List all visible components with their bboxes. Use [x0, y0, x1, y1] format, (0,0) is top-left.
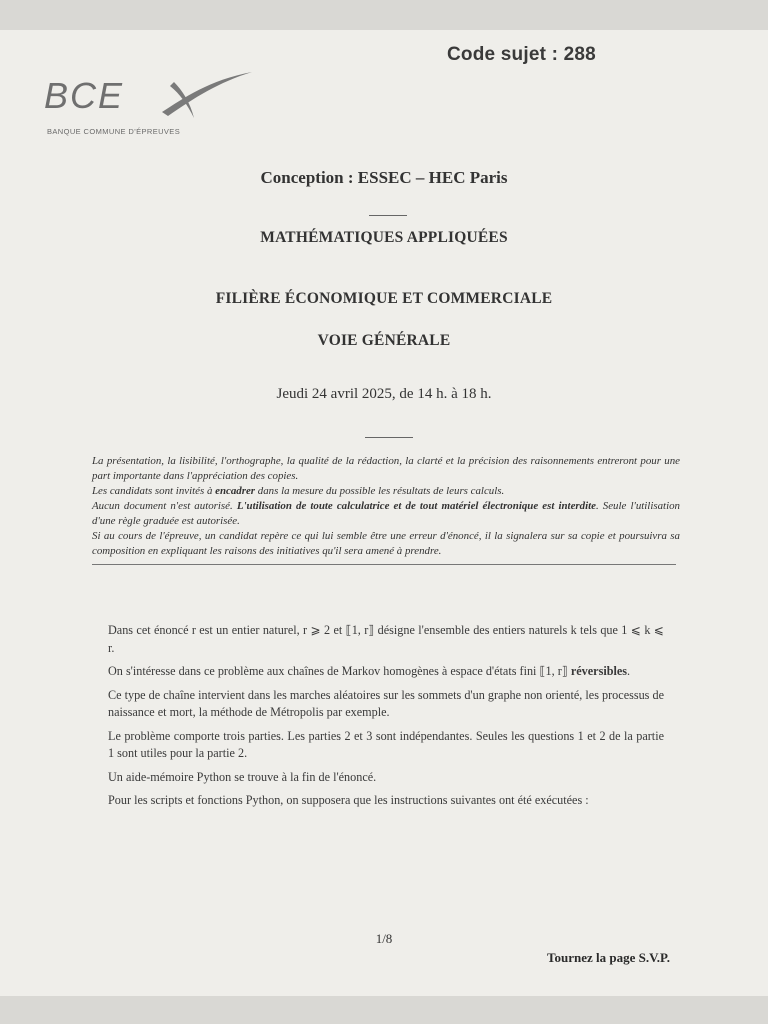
turn-page-note: Tournez la page S.V.P. [547, 950, 671, 965]
body-paragraph: Le problème comporte trois parties. Les parties 2 et 3 sont indépendantes. Seules les questions 1 et 2 de la partie 1 sont utiles pour la partie 2. [108, 728, 664, 760]
body-paragraph: Pour les scripts et fonctions Python, on supposera que les instructions suivantes ont été exécutées : [108, 793, 589, 807]
body-paragraph: On s'intéresse dans ce problème aux chaînes de Markov homogènes à espace d'états fini ⟦1, r⟧ réversibles. [108, 664, 631, 678]
exam-sheet [0, 30, 768, 996]
divider [369, 215, 407, 216]
instructions-block [92, 454, 680, 559]
body-paragraph: Dans cet énoncé r est un entier naturel, r ⩾ 2 et ⟦1, r⟧ désigne l'ensemble des entiers naturels k tels que 1 ⩽ k ⩽ r. [108, 623, 664, 655]
filiere-title: FILIÈRE ÉCONOMIQUE ET COMMERCIALE [215, 290, 553, 307]
logo-text: BCE [44, 75, 125, 116]
problem-intro [108, 622, 664, 816]
instruction-paragraph: Si au cours de l'épreuve, un candidat repère ce qui lui semble être une erreur d'énoncé, il la signalera sur sa copie et poursuivra sa composition en expliquant les raisons des initiatives qu'il sera amené à prendre. [92, 530, 680, 557]
conception-line: Conception : ESSEC – HEC Paris [260, 168, 508, 187]
code-sujet: Code sujet : 288 [447, 44, 596, 65]
bce-logo-mark [44, 68, 259, 128]
divider [92, 564, 676, 565]
bce-logo [44, 68, 259, 140]
body-paragraph: Un aide-mémoire Python se trouve à la fin de l'énoncé. [108, 769, 377, 784]
logo-subtitle: BANQUE COMMUNE D'ÉPREUVES [47, 127, 181, 136]
exam-date: Jeudi 24 avril 2025, de 14 h. à 18 h. [276, 386, 492, 402]
subject-title: MATHÉMATIQUES APPLIQUÉES [260, 229, 508, 246]
voie-title: VOIE GÉNÉRALE [317, 332, 451, 349]
instruction-paragraph: Aucun document n'est autorisé. L'utilisation de toute calculatrice et de tout matériel électronique est interdite. Seule l'utilisation d'une règle graduée est autorisée. [92, 500, 680, 527]
instruction-paragraph: Les candidats sont invités à encadrer dans la mesure du possible les résultats de leurs calculs. [92, 485, 505, 497]
page-number: 1/8 [375, 931, 393, 946]
instruction-paragraph: La présentation, la lisibilité, l'orthographe, la qualité de la rédaction, la clarté et la précision des raisonnements entreront pour une part importante dans l'appréciation des copies. [92, 455, 680, 482]
divider [365, 437, 413, 438]
body-paragraph: Ce type de chaîne intervient dans les marches aléatoires sur les sommets d'un graphe non orienté, les processus de naissance et mort, la méthode de Métropolis par exemple. [108, 687, 664, 719]
